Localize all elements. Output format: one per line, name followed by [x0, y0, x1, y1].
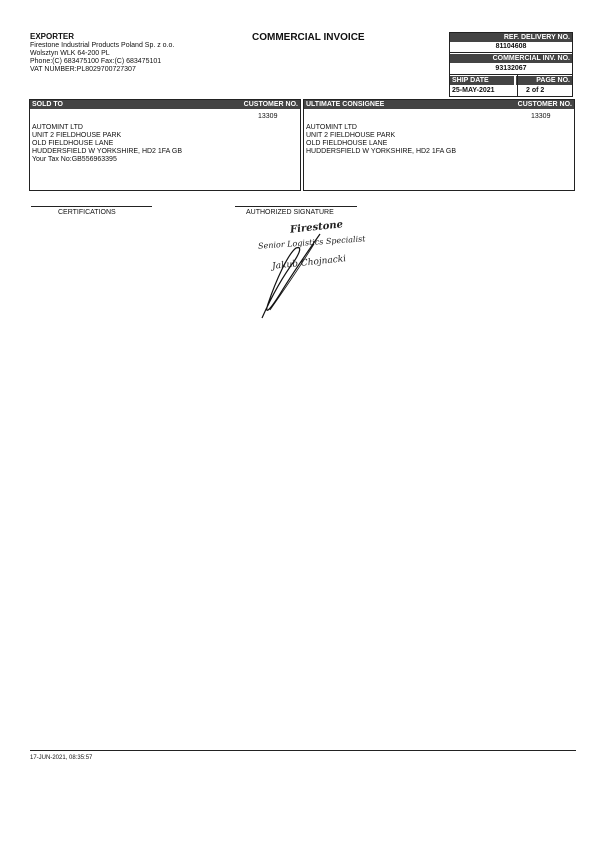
stamp-title: Senior Logistics Specialist — [257, 234, 366, 251]
sold-to-line: UNIT 2 FIELDHOUSE PARK — [32, 132, 122, 139]
divider — [517, 75, 518, 97]
document-title: COMMERCIAL INVOICE — [252, 32, 365, 43]
consignee-line: OLD FIELDHOUSE LANE — [306, 140, 388, 147]
exporter-label: EXPORTER — [30, 32, 75, 41]
stamp-name: Jakub Chojnacki — [271, 254, 347, 272]
exporter-line: Wolsztyn WLK 64-200 PL — [30, 50, 110, 57]
ref-delivery-value: 81104608 — [495, 43, 527, 50]
authorized-signature-label: AUTHORIZED SIGNATURE — [246, 209, 334, 216]
sold-to-label: SOLD TO — [32, 101, 63, 108]
sold-to-customer-no: 13309 — [258, 113, 278, 120]
exporter-line: Firestone Industrial Products Poland Sp. z o.o. — [30, 42, 175, 49]
ref-delivery-label: REF. DELIVERY NO. — [450, 33, 572, 42]
consignee-customer-no: 13309 — [531, 113, 551, 120]
sold-to-line: HUDDERSFIELD W YORKSHIRE, HD2 1FA GB — [32, 148, 183, 155]
sold-to-line: Your Tax No:GB556963395 — [32, 156, 117, 163]
consignee-line: UNIT 2 FIELDHOUSE PARK — [306, 132, 396, 139]
sold-to-customer-label: CUSTOMER NO. — [243, 101, 298, 108]
ship-date-value: 25-MAY-2021 — [452, 87, 495, 94]
certifications-label: CERTIFICATIONS — [58, 209, 116, 216]
footer-code: 17-JUN-2021, 08:35:57 — [30, 755, 93, 761]
commercial-inv-value: 93132067 — [495, 65, 527, 72]
sold-to-line: OLD FIELDHOUSE LANE — [32, 140, 114, 147]
consignee-label: ULTIMATE CONSIGNEE — [306, 101, 385, 108]
consignee-customer-label: CUSTOMER NO. — [517, 101, 572, 108]
certifications-line — [31, 206, 152, 207]
commercial-inv-label: COMMERCIAL INV. NO. — [450, 54, 572, 63]
consignee-line: HUDDERSFIELD W YORKSHIRE, HD2 1FA GB — [306, 148, 457, 155]
footer-line — [30, 750, 576, 751]
stamp-brand: Firestone — [289, 219, 344, 236]
exporter-line: VAT NUMBER:PL8029700727307 — [30, 66, 136, 73]
ship-date-label: SHIP DATE — [450, 76, 514, 85]
consignee-line: AUTOMINT LTD — [306, 124, 357, 131]
handwritten-signature — [240, 220, 360, 330]
sold-to-line: AUTOMINT LTD — [32, 124, 83, 131]
signature-line — [235, 206, 357, 207]
page-no-label: PAGE NO. — [516, 76, 572, 85]
page-no-value: 2 of 2 — [526, 87, 545, 94]
consignee-header — [304, 100, 574, 109]
exporter-line: Phone:(C) 683475100 Fax:(C) 683475101 — [30, 58, 162, 65]
divider — [449, 74, 573, 75]
sold-to-header — [30, 100, 300, 109]
divider — [449, 52, 573, 53]
